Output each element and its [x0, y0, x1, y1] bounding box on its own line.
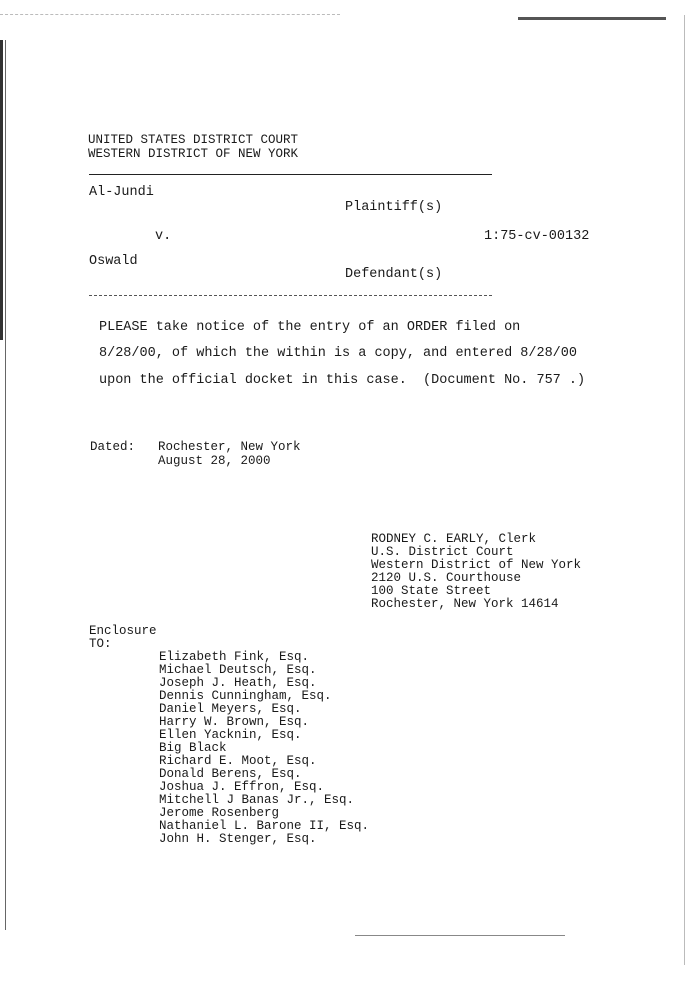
defendant-name: Oswald — [89, 254, 138, 269]
recipient-item: Ellen Yacknin, Esq. — [159, 728, 302, 742]
recipient-item: Harry W. Brown, Esq. — [159, 715, 310, 729]
court-name-line1: UNITED STATES DISTRICT COURT — [88, 133, 299, 147]
recipient-item: Michael Deutsch, Esq. — [159, 663, 317, 677]
recipient-item: Dennis Cunningham, Esq. — [159, 689, 332, 703]
recipient-item: Big Black — [159, 741, 227, 755]
clerk-court: U.S. District Court — [371, 545, 514, 559]
recipient-item: John H. Stenger, Esq. — [159, 832, 317, 846]
recipient-item: Joseph J. Heath, Esq. — [159, 676, 317, 690]
case-number: 1:75-cv-00132 — [484, 229, 590, 244]
plaintiff-role: Plaintiff(s) — [345, 200, 443, 215]
dated-label: Dated: — [90, 440, 136, 454]
recipient-item: Joshua J. Effron, Esq. — [159, 780, 325, 794]
recipient-item: Elizabeth Fink, Esq. — [159, 650, 310, 664]
clerk-district: Western District of New York — [371, 558, 582, 572]
notice-line1: PLEASE take notice of the entry of an ORDER filed on — [99, 320, 521, 335]
clerk-name: RODNEY C. EARLY, Clerk — [371, 532, 537, 546]
recipient-list — [159, 651, 369, 846]
notice-line3: upon the official docket in this case. (Document No. 757 .) — [99, 373, 586, 388]
recipient-item: Daniel Meyers, Esq. — [159, 702, 302, 716]
clerk-address2: 100 State Street — [371, 584, 492, 598]
notice-line2: 8/28/00, of which the within is a copy, and entered 8/28/00 — [99, 346, 577, 361]
caption-rule — [89, 295, 492, 296]
versus: v. — [155, 229, 172, 244]
recipient-item: Mitchell J Banas Jr., Esq. — [159, 793, 355, 807]
to-label: TO: — [89, 637, 112, 651]
header-rule — [89, 174, 492, 175]
dated-date: August 28, 2000 — [158, 454, 271, 468]
scan-edge-left — [0, 40, 3, 340]
scan-edge-top-dash — [0, 14, 340, 15]
recipient-item: Richard E. Moot, Esq. — [159, 754, 317, 768]
clerk-city: Rochester, New York 14614 — [371, 597, 559, 611]
clerk-address1: 2120 U.S. Courthouse — [371, 571, 522, 585]
scan-edge-right — [684, 15, 685, 965]
recipient-item: Jerome Rosenberg — [159, 806, 280, 820]
scan-edge-bottom — [355, 935, 565, 936]
recipient-item: Nathaniel L. Barone II, Esq. — [159, 819, 370, 833]
plaintiff-name: Al-Jundi — [89, 185, 154, 200]
dated-place: Rochester, New York — [158, 440, 301, 454]
enclosure-label: Enclosure — [89, 624, 157, 638]
court-name-line2: WESTERN DISTRICT OF NEW YORK — [88, 147, 299, 161]
scan-edge-top-right — [518, 17, 666, 20]
defendant-role: Defendant(s) — [345, 267, 443, 282]
recipient-item: Donald Berens, Esq. — [159, 767, 302, 781]
scan-edge-left-line — [5, 40, 6, 930]
